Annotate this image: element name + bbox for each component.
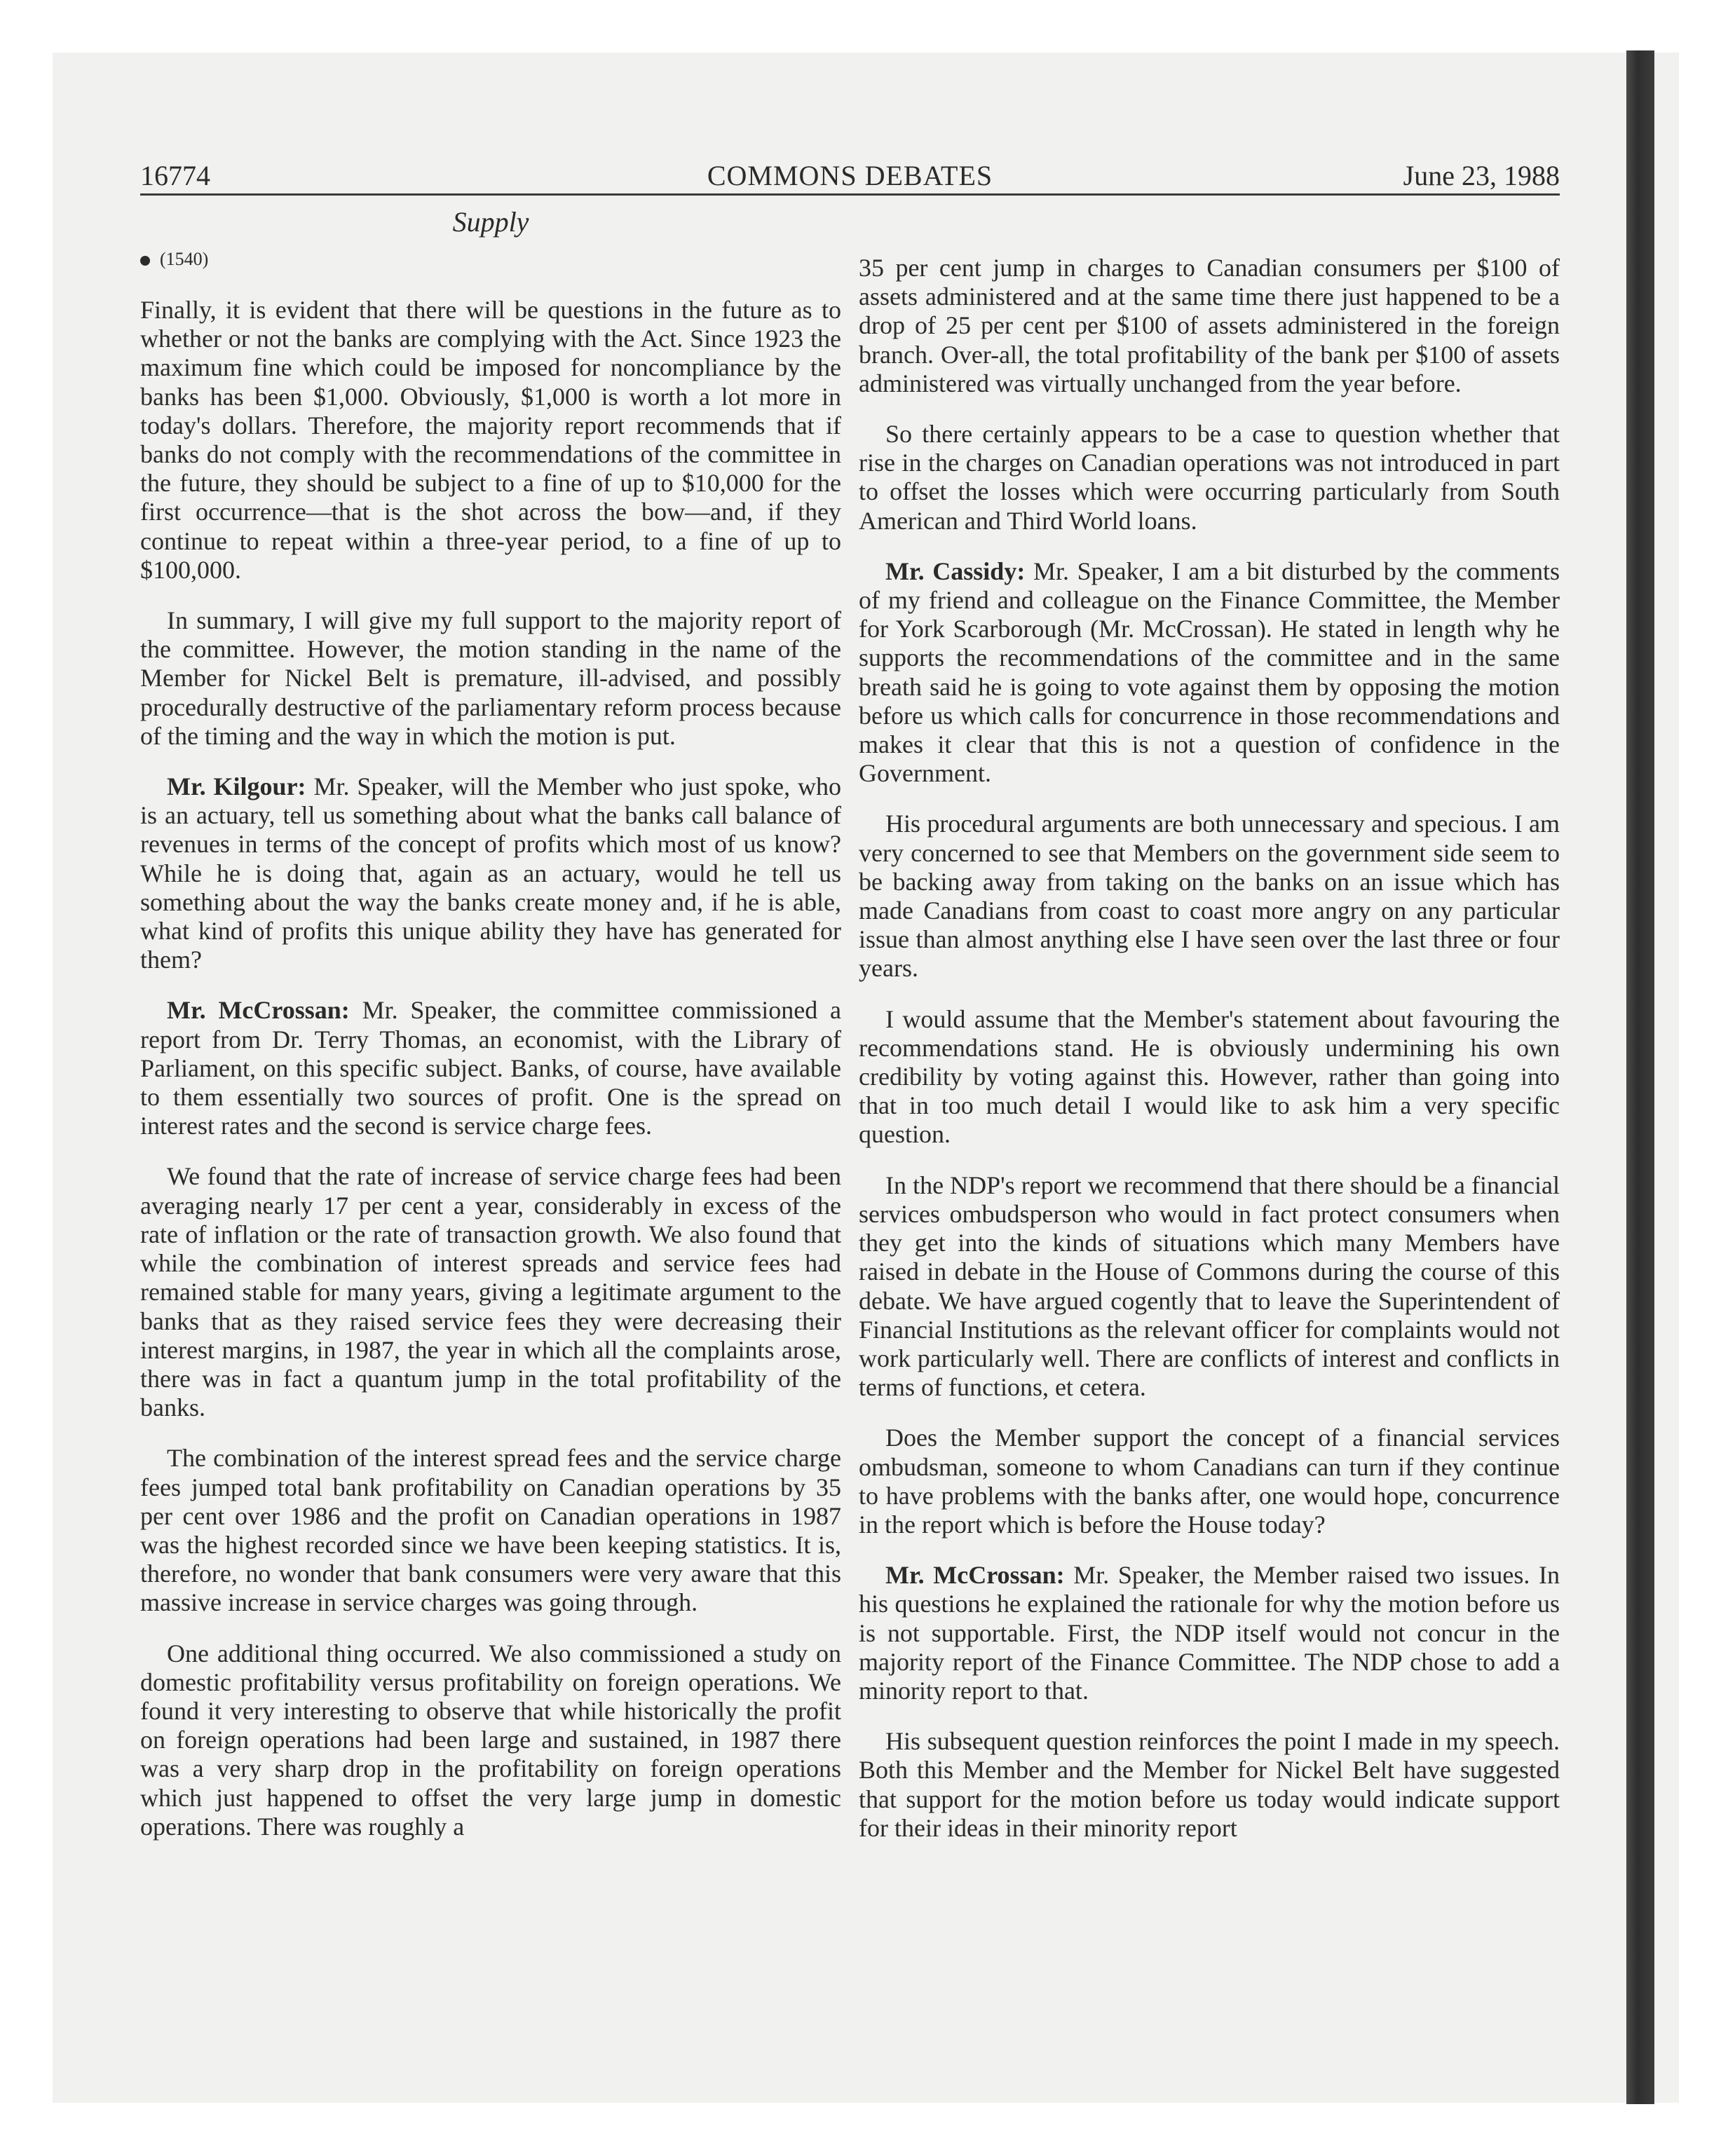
- paragraph: One additional thing occurred. We also commissioned a study on domestic profitability versus profitability on foreign operations. We found it very interesting to observe that while historically the profit on foreign operations had been large and sustained, in 1987 there was a very sharp drop in the profitability on foreign operations which just happened to offset the very large jump in domestic operations. There was roughly a: [140, 1639, 841, 1841]
- left-column: [140, 296, 841, 1841]
- publication-title: COMMONS DEBATES: [707, 160, 993, 191]
- speech-text: Mr. Speaker, I am a bit disturbed by the comments of my friend and colleague on the Finance Committee, the Member for York Scarborough (Mr. McCrossan). He stated in length why he supports the recommendations of the committee and in the same breath said he is going to vote against them by opposing the motion before us which calls for concurrence in those recommendations and makes it clear that this is not a question of confidence in the Government.: [859, 557, 1560, 788]
- paragraph: 35 per cent jump in charges to Canadian consumers per $100 of assets administered and at the same time there just happened to be a drop of 25 per cent per $100 of assets administered in the foreign branch. Over-all, the total profitability of the bank per $100 of assets administered was virtually unchanged from the year before.: [859, 254, 1560, 397]
- paragraph: I would assume that the Member's statement about favouring the recommendations stand. He is obviously undermining his own credibility by voting against this. However, rather than going into that in too much detail I would like to ask him a very specific question.: [859, 1004, 1560, 1149]
- speech-text: Mr. Speaker, the committee commissioned a report from Dr. Terry Thomas, an economist, with the Library of Parliament, on this specific subject. Banks, of course, have available to them essentially two sources of profit. One is the spread on interest rates and the second is service charge fees.: [140, 996, 842, 1140]
- right-column: [859, 254, 1560, 1843]
- time-marker-label: (1540): [160, 249, 209, 269]
- scan-edge-shadow: [1626, 50, 1654, 2104]
- paragraph: [859, 557, 1560, 789]
- time-marker: [140, 247, 208, 272]
- paragraph: [140, 996, 841, 1140]
- paragraph: [859, 1561, 1560, 1705]
- paragraph: [140, 772, 841, 974]
- section-heading: Supply: [452, 206, 529, 238]
- speech-text: Mr. Speaker, the Member raised two issues. In his questions he explained the rationale for why the motion before us is not supportable. First, the NDP itself would not concur in the majority report of the Finance Committee. The NDP chose to add a minority report to that.: [859, 1561, 1560, 1705]
- paragraph: We found that the rate of increase of service charge fees had been averaging nearly 17 per cent a year, considerably in excess of the rate of inflation or the rate of transaction growth. We also found that while the combination of interest spreads and service fees had remained stable for many years, giving a legitimate argument to the banks that as they raised service fees they were decreasing their interest margins, in 1987, the year in which all the complaints arose, there was in fact a quantum jump in the total profitability of the banks.: [140, 1162, 841, 1422]
- speaker-name: Mr. Cassidy:: [885, 557, 1026, 585]
- paragraph: So there certainly appears to be a case to question whether that rise in the charges on Canadian operations was not introduced in part to offset the losses which were occurring particularly from South American and Third World loans.: [859, 420, 1560, 535]
- paragraph: In summary, I will give my full support to the majority report of the committee. However, the motion standing in the name of the Member for Nickel Belt is premature, ill-advised, and possibly procedurally destructive of the parliamentary reform process because of the timing and the way in which the motion is put.: [140, 606, 841, 750]
- paragraph: His subsequent question reinforces the point I made in my speech. Both this Member and the Member for Nickel Belt have suggested that support for the motion before us today would indicate support for their ideas in their minority report: [859, 1727, 1560, 1842]
- paragraph: Does the Member support the concept of a financial services ombudsman, someone to whom Canadians can turn if they continue to have problems with the banks after, one would hope, concurrence in the report which is before the House today?: [859, 1424, 1560, 1538]
- page-header: [140, 158, 1560, 196]
- speaker-name: Mr. McCrossan:: [885, 1561, 1065, 1590]
- bullet-icon: [140, 256, 150, 266]
- paragraph: In the NDP's report we recommend that there should be a financial services ombudsperson who would in fact protect consumers when they get into the kinds of situations which many Members have raised in debate in the House of Commons during the course of this debate. We have argued cogently that to leave the Superintendent of Financial Institutions as the relevant officer for complaints would not work particularly well. There are conflicts of interest and conflicts in terms of functions, et cetera.: [859, 1171, 1560, 1402]
- paragraph: His procedural arguments are both unnecessary and specious. I am very concerned to see that Members on the government side seem to be backing away from taking on the banks on an issue which has made Canadians from coast to coast more angry on any particular issue than almost anything else I have seen over the last three or four years.: [859, 810, 1560, 983]
- page-number: 16774: [140, 160, 210, 191]
- paragraph: The combination of the interest spread fees and the service charge fees jumped total bank profitability on Canadian operations by 35 per cent over 1986 and the profit on Canadian operations in 1987 was the highest recorded since we have been keeping statistics. It is, therefore, no wonder that bank consumers were very aware that this massive increase in service charges was going through.: [140, 1444, 841, 1617]
- speaker-name: Mr. McCrossan:: [167, 996, 350, 1025]
- speech-text: Mr. Speaker, will the Member who just spoke, who is an actuary, tell us something about what the banks call balance of revenues in terms of the concept of profits which most of us know? While he is doing that, again as an actuary, would he tell us something about the way the banks create money and, if he is able, what kind of profits this unique ability they have has generated for them?: [140, 772, 841, 974]
- speaker-name: Mr. Kilgour:: [167, 772, 306, 801]
- paragraph: Finally, it is evident that there will be questions in the future as to whether or not the banks are complying with the Act. Since 1923 the maximum fine which could be imposed for noncompliance by the banks has been $1,000. Obviously, $1,000 is worth a lot more in today's dollars. Therefore, the majority report recommends that if banks do not comply with the recommendations of the committee in the future, they should be subject to a fine of up to $10,000 for the first occurrence—that is the shot across the bow—and, if they continue to repeat within a three-year period, to a fine of up to $100,000.: [140, 296, 841, 584]
- issue-date: June 23, 1988: [1403, 160, 1560, 191]
